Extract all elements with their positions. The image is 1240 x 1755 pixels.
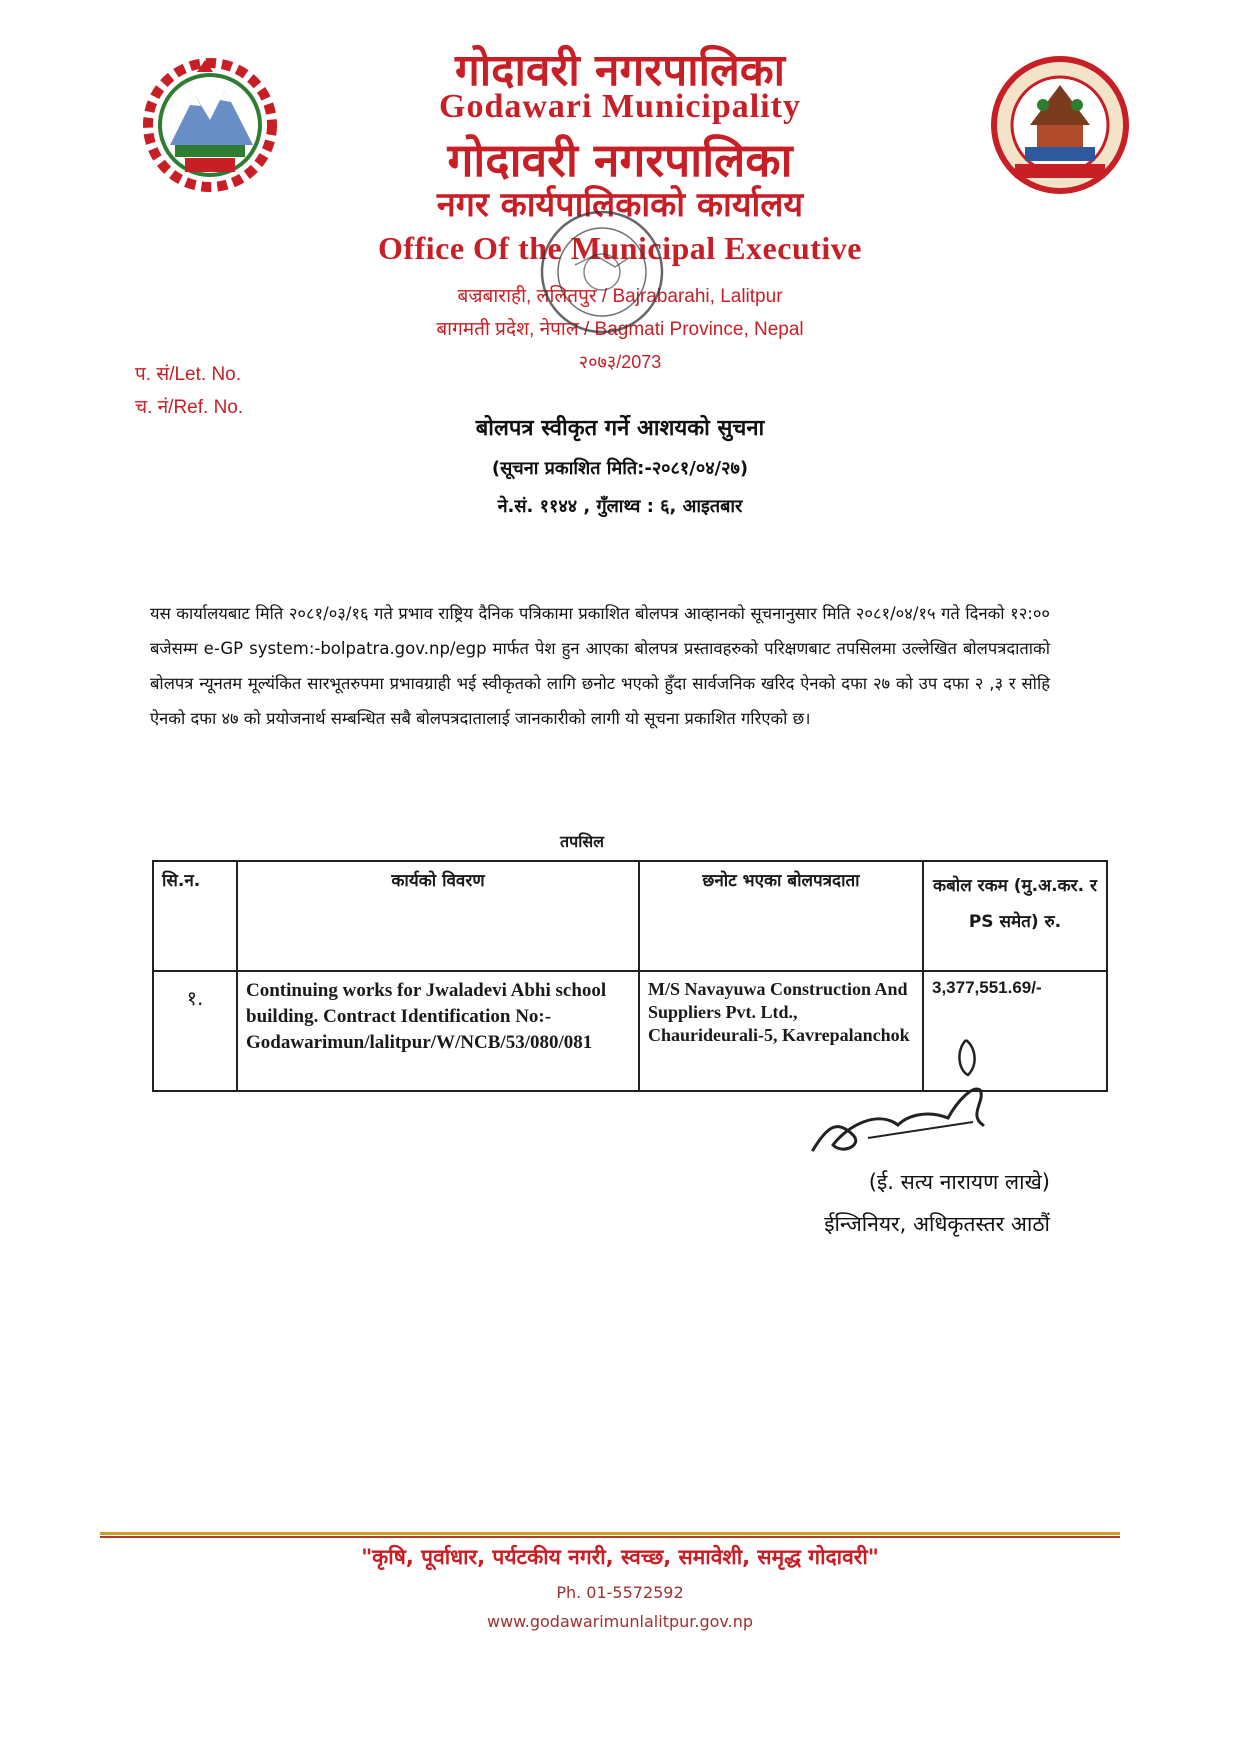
- row-serial: १.: [153, 971, 237, 1091]
- schedule-heading: तपसिल: [560, 832, 605, 851]
- footer-phone: Ph. 01-5572592: [556, 1583, 684, 1602]
- signature-mark: [808, 1030, 1008, 1170]
- office-stamp-icon: [535, 205, 670, 340]
- header-name-english: Godawari Municipality: [439, 88, 801, 125]
- notice-body: यस कार्यालयबाट मिति २०८१/०३/१६ गते प्रभाव राष्ट्रिय दैनिक पत्रिकामा प्रकाशित बोलपत्र आव्हानको सूचनानुसार मिति २०८१/०४/१५ गते दिनको १२:०० बजेसम्म e-GP system:-bolpatra.gov.np/egp मार्फत पेश हुन आएका बोलपत्र प्रस्तावहरुको परिक्षणबाट तपसिलमा उल्लेखित बोलपत्रदाताको बोलपत्र न्यूनतम मूल्यंकित सारभूतरुपमा प्रभावग्राही भई स्वीकृतको लागि छनोट भएको हुँदा सार्वजनिक खरिद ऐनको दफा २७ को उप दफा २ ,३ र सोहि ऐनको दफा ४७ को प्रयोजनार्थ सम्बन्धित सबै बोलपत्रदातालाई जानकारीको लागी यो सूचना प्रकाशित गरिएको छ।: [150, 604, 1050, 728]
- header-address-line2: बागमती प्रदेश, नेपाल / Bagmati Province, Nepal: [436, 319, 804, 340]
- header-work-description: कार्यको विवरण: [237, 861, 639, 971]
- footer-divider: [100, 1532, 1120, 1535]
- header-bid-amount: कबोल रकम (मु.अ.कर. र PS समेत) रु.: [923, 861, 1107, 971]
- footer-website[interactable]: www.godawarimunlalitpur.gov.np: [486, 1612, 754, 1631]
- notice-published-date: (सूचना प्रकाशित मिति:-२०८१/०४/२७): [491, 458, 749, 479]
- header-office-english: Office Of the Municipal Executive: [378, 230, 862, 266]
- signer-name: (ई. सत्य नारायण लाखे): [868, 1170, 1050, 1194]
- footer-divider-secondary: [100, 1536, 1120, 1538]
- signer-designation: ईन्जिनियर, अधिकृतस्तर आठौं: [824, 1212, 1050, 1236]
- table-header-row: [153, 861, 1107, 971]
- header-name-nepali-stylized: गोदावरी नगरपालिका: [447, 133, 793, 187]
- notice-nepal-sambat-date: ने.सं. ११४४ , गुँलाथ्व : ६, आइतबार: [497, 496, 743, 517]
- row-selected-bidder: M/S Navayuwa Construction And Suppliers Pvt. Ltd., Chaurideurali-5, Kavrepalanchok: [639, 971, 923, 1091]
- header-address-line1: बज्रबाराही, ललितपुर / Bajrabarahi, Lalitpur: [457, 286, 783, 307]
- row-work-description: Continuing works for Jwaladevi Abhi school building. Contract Identification No:-Godawarimun/lalitpur/W/NCB/53/080/081: [237, 971, 639, 1091]
- notice-title: बोलपत्र स्वीकृत गर्ने आशयको सुचना: [475, 416, 765, 441]
- footer-slogan: "कृषि, पूर्वाधार, पर्यटकीय नगरी, स्वच्छ, समावेशी, समृद्ध गोदावरी": [361, 1545, 879, 1569]
- row-bid-amount: 3,377,551.69/-: [923, 971, 1107, 1091]
- header-office-nepali: नगर कार्यपालिकाको कार्यालय: [436, 185, 804, 225]
- municipality-logo-icon: [985, 50, 1135, 200]
- letter-number-label: प. सं/Let. No.: [135, 364, 242, 385]
- header-serial: सि.न.: [153, 861, 237, 971]
- header-established-year: २०७३/2073: [578, 352, 662, 372]
- nepal-emblem-icon: [135, 50, 285, 200]
- reference-number-label: च. नं/Ref. No.: [135, 397, 244, 418]
- header-selected-bidder: छनोट भएका बोलपत्रदाता: [639, 861, 923, 971]
- header-name-nepali: गोदावरी नगरपालिका: [454, 45, 786, 96]
